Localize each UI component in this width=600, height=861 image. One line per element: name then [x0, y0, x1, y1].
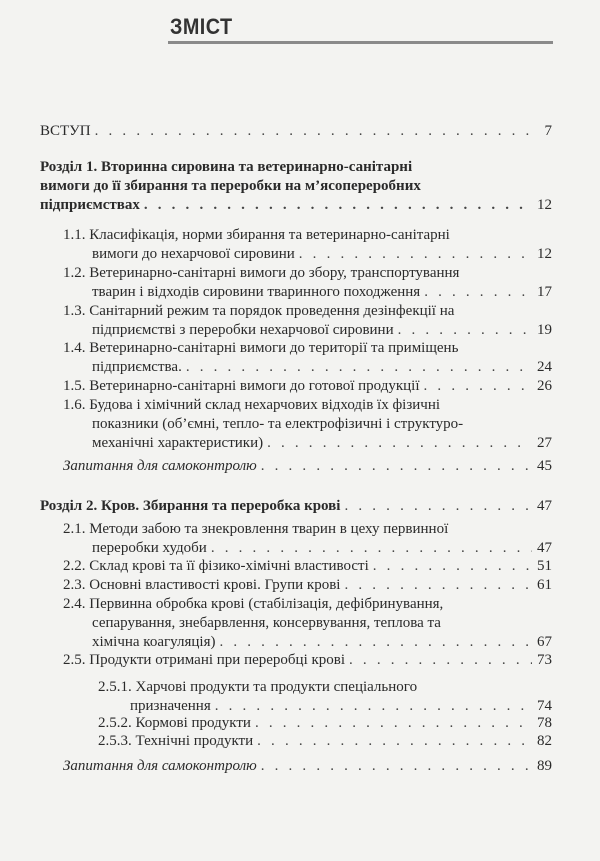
dot-leader	[219, 633, 532, 652]
entry-text: 2.5.1. Харчові продукти та продукти спеціального	[98, 679, 418, 695]
entry-text: 2.5. Продукти отримані при переробці крові	[63, 652, 346, 668]
dot-leader	[261, 457, 532, 476]
toc-entry-2-4[interactable]	[63, 595, 552, 651]
page-number: 27	[537, 434, 552, 451]
page-title: ЗМІСТ	[170, 14, 233, 39]
toc-entry-2-3[interactable]	[63, 576, 552, 595]
page-number: 26	[537, 378, 552, 394]
entry-text: призначення	[130, 697, 211, 714]
entry-text: 2.1. Методи забою та знекровлення тварин в цеху первинної	[63, 521, 449, 537]
page-number: 74	[537, 697, 552, 714]
toc-entry-questions-2[interactable]	[63, 757, 552, 776]
dot-leader	[95, 122, 532, 141]
entry-text: показники (об’ємні, тепло- та електрофізичні і структуро-	[92, 415, 464, 432]
page-number: 12	[537, 245, 552, 262]
dot-leader	[344, 497, 532, 516]
toc-entry-2-5-1[interactable]	[98, 678, 552, 716]
entry-text: 2.3. Основні властивості крові. Групи крові	[63, 577, 341, 593]
entry-text: переробки худоби	[92, 539, 207, 556]
page-number: 82	[537, 733, 552, 749]
page-number: 89	[537, 758, 552, 774]
page-number: 7	[544, 123, 552, 139]
entry-text: підприємстві з переробки нехарчової сировини	[92, 321, 394, 338]
entry-text: вимоги до її збирання та переробки на м’ясопереробних	[40, 177, 421, 194]
entry-text: 1.1. Класифікація, норми збирання та ветеринарно-санітарні	[63, 227, 450, 243]
dot-leader	[398, 321, 532, 340]
entry-text: тварин і відходів сировини тваринного походження	[92, 283, 421, 300]
toc-entry-2-5-3[interactable]	[98, 732, 552, 751]
page-number: 47	[537, 498, 552, 514]
entry-text: 2.2. Склад крові та її фізико-хімічні властивості	[63, 558, 369, 574]
toc-entry-2-5-2[interactable]	[98, 714, 552, 733]
page-number: 17	[537, 283, 552, 300]
title-underline	[168, 41, 553, 44]
entry-text: 1.4. Ветеринарно-санітарні вимоги до території та приміщень	[63, 340, 459, 356]
dot-leader	[211, 539, 532, 558]
dot-leader	[144, 196, 532, 215]
toc-entry-1-5[interactable]	[63, 377, 552, 396]
entry-text: 1.5. Ветеринарно-санітарні вимоги до готової продукції	[63, 378, 420, 394]
dot-leader	[261, 757, 532, 776]
dot-leader	[267, 434, 532, 453]
toc-entry-2-5[interactable]	[63, 651, 552, 670]
page-number: 19	[537, 321, 552, 338]
page-number: 51	[537, 558, 552, 574]
toc-entry-1-1[interactable]	[63, 226, 552, 264]
entry-text: сепарування, знебарвлення, консервування, теплова та	[92, 614, 441, 631]
entry-text: підприємства.	[92, 358, 182, 375]
dot-leader	[257, 732, 532, 751]
entry-text: ВСТУП	[40, 123, 91, 139]
entry-text: 1.6. Будова і хімічний склад нехарчових відходів їх фізичні	[63, 397, 441, 413]
dot-leader	[373, 557, 532, 576]
page-number: 12	[537, 196, 552, 213]
entry-text: 2.5.3. Технічні продукти	[98, 733, 254, 749]
entry-text: 1.3. Санітарний режим та порядок проведення дезінфекції на	[63, 303, 455, 319]
dot-leader	[424, 377, 532, 396]
page-number: 45	[537, 458, 552, 474]
entry-text: 1.2. Ветеринарно-санітарні вимоги до збору, транспортування	[63, 265, 460, 281]
dot-leader	[186, 358, 532, 377]
entry-text: Розділ 2. Кров. Збирання та переробка крові	[40, 498, 341, 514]
toc-entry-1-4[interactable]	[63, 339, 552, 377]
toc-entry-1-2[interactable]	[63, 264, 552, 302]
dot-leader	[349, 651, 532, 670]
entry-text: Запитання для самоконтролю	[63, 758, 257, 774]
page-number: 73	[537, 652, 552, 668]
page-number: 24	[537, 358, 552, 375]
page-number: 47	[537, 539, 552, 556]
entry-text: механічні характеристики)	[92, 434, 264, 451]
entry-text: 2.5.2. Кормові продукти	[98, 715, 251, 731]
entry-text: підприємствах	[40, 196, 140, 213]
dot-leader	[344, 576, 532, 595]
dot-leader	[215, 697, 532, 716]
page-number: 61	[537, 577, 552, 593]
entry-text: вимоги до нехарчової сировини	[92, 245, 295, 262]
toc-entry-chapter-1[interactable]	[40, 158, 552, 214]
toc-entry-questions-1[interactable]	[63, 457, 552, 476]
dot-leader	[255, 714, 532, 733]
entry-text: хімічна коагуляція)	[92, 633, 216, 650]
toc-entry-1-6[interactable]	[63, 396, 552, 452]
toc-entry-2-1[interactable]	[63, 520, 552, 558]
toc-entry-2-2[interactable]	[63, 557, 552, 576]
toc-entry-1-3[interactable]	[63, 302, 552, 340]
dot-leader	[424, 283, 532, 302]
dot-leader	[299, 245, 532, 264]
entry-text: 2.4. Первинна обробка крові (стабілізація, дефібринування,	[63, 596, 444, 612]
entry-text: Запитання для самоконтролю	[63, 458, 257, 474]
toc-entry-intro[interactable]	[40, 122, 552, 141]
toc-entry-chapter-2[interactable]	[40, 497, 552, 516]
page-number: 67	[537, 633, 552, 650]
entry-text: Розділ 1. Вторинна сировина та ветеринарно-санітарні	[40, 159, 413, 175]
page-number: 78	[537, 715, 552, 731]
